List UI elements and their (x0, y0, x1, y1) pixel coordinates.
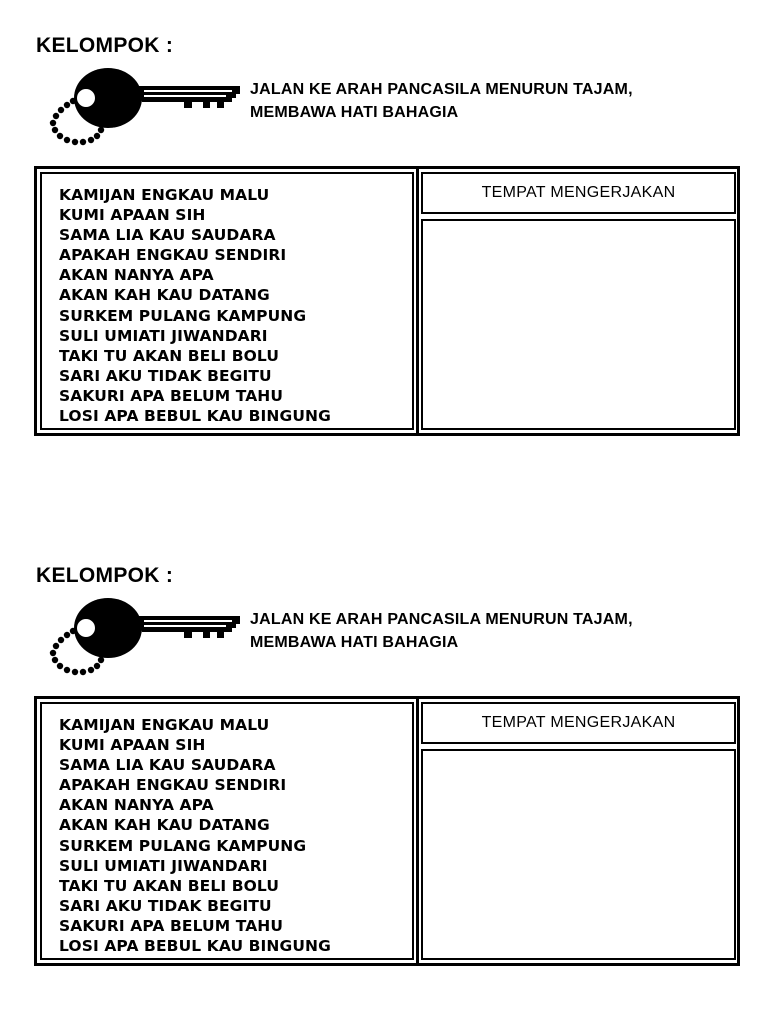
list-item: SAMA LIA KAU SAUDARA (59, 226, 276, 245)
work-area[interactable] (421, 219, 736, 430)
list-item: SURKEM PULANG KAMPUNG (59, 306, 307, 325)
kelompok-label: KELOMPOK : (36, 34, 174, 57)
worksheet-table (34, 696, 740, 966)
riddle-line-2: MEMBAWA HATI BAHAGIA (250, 634, 459, 651)
riddle-text (250, 608, 633, 654)
list-item: KAMIJAN ENGKAU MALU (59, 716, 270, 734)
list-item: SARI AKU TIDAK BEGITU (59, 366, 272, 385)
riddle-line-2: MEMBAWA HATI BAHAGIA (250, 104, 459, 121)
list-item: SAKURI APA BELUM TAHU (59, 916, 284, 935)
kelompok-label: KELOMPOK : (36, 564, 174, 587)
work-area-label: TEMPAT MENGERJAKAN (421, 172, 736, 214)
list-item: AKAN KAH KAU DATANG (59, 816, 270, 835)
key-icon (46, 594, 242, 678)
names-list-box (40, 702, 414, 960)
list-item: SAMA LIA KAU SAUDARA (59, 756, 276, 775)
work-area-label: TEMPAT MENGERJAKAN (421, 702, 736, 744)
list-item: AKAN KAH KAU DATANG (59, 286, 270, 305)
worksheet-card-1 (0, 0, 768, 480)
names-list (59, 715, 412, 956)
list-item: TAKI TU AKAN BELI BOLU (59, 346, 280, 365)
riddle-line-1: JALAN KE ARAH PANCASILA MENURUN TAJAM, (250, 81, 633, 98)
list-item: LOSI APA BEBUL KAU BINGUNG (59, 937, 331, 956)
column-divider (416, 169, 419, 433)
list-item: TAKI TU AKAN BELI BOLU (59, 876, 280, 895)
work-area[interactable] (421, 749, 736, 960)
names-list (59, 185, 412, 426)
riddle-text (250, 78, 633, 124)
key-icon (46, 64, 242, 148)
worksheet-table (34, 166, 740, 436)
column-divider (416, 699, 419, 963)
list-item: KUMI APAAN SIH (59, 206, 206, 225)
list-item: SULI UMIATI JIWANDARI (59, 856, 268, 875)
riddle-line-1: JALAN KE ARAH PANCASILA MENURUN TAJAM, (250, 611, 633, 628)
worksheet-card-2 (0, 530, 768, 1010)
list-item: APAKAH ENGKAU SENDIRI (59, 776, 287, 795)
names-list-box (40, 172, 414, 430)
list-item: SULI UMIATI JIWANDARI (59, 326, 268, 345)
list-item: KAMIJAN ENGKAU MALU (59, 186, 270, 204)
list-item: APAKAH ENGKAU SENDIRI (59, 246, 287, 265)
list-item: KUMI APAAN SIH (59, 736, 206, 755)
list-item: AKAN NANYA APA (59, 266, 214, 285)
list-item: SURKEM PULANG KAMPUNG (59, 836, 307, 855)
list-item: SARI AKU TIDAK BEGITU (59, 896, 272, 915)
list-item: SAKURI APA BELUM TAHU (59, 386, 284, 405)
list-item: LOSI APA BEBUL KAU BINGUNG (59, 407, 331, 426)
list-item: AKAN NANYA APA (59, 796, 214, 815)
